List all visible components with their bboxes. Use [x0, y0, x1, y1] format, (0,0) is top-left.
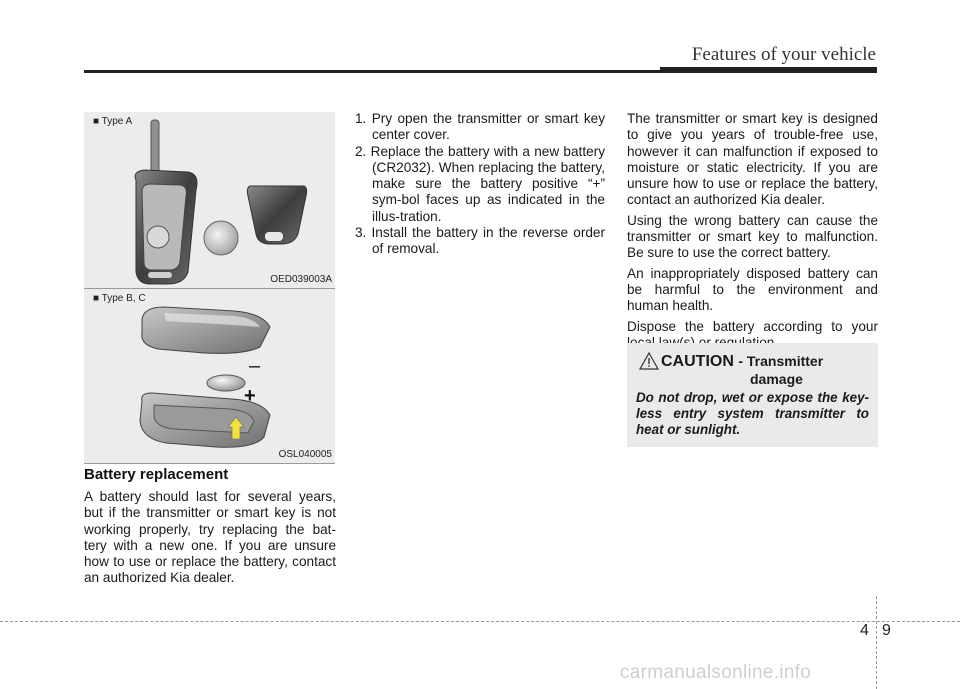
- steps-list: [355, 111, 605, 258]
- figure-type-bc: [84, 289, 335, 463]
- plus-sign: +: [244, 385, 256, 407]
- caution-subtitle: - Transmitter: [738, 353, 824, 369]
- footer-rule: [0, 621, 960, 622]
- minus-sign: –: [249, 355, 261, 377]
- step-item: 2. Replace the battery with a new battery (CR2032). When replacing the battery, make sure the battery positive “+” sym-bol faces up as indicated in the illus-tration.: [355, 143, 605, 224]
- figure-type-a-label: ■ Type A: [93, 116, 133, 127]
- watermark-text: carmanualsonline.info: [620, 662, 812, 683]
- smart-key-illustration: [84, 289, 335, 463]
- caution-title: [661, 353, 823, 371]
- step-item: 3. Install the battery in the reverse order of removal.: [355, 225, 605, 257]
- step-item: 1. Pry open the transmitter or smart key center cover.: [355, 111, 605, 143]
- figure-type-bc-label: ■ Type B, C: [93, 293, 146, 304]
- header-rule-accent: [660, 67, 877, 73]
- column-three: [627, 111, 878, 355]
- page-chapter-number: 4: [860, 622, 869, 639]
- paragraph: An inappropriately disposed battery can be harmful to the environment and human health.: [627, 265, 878, 314]
- footer-vertical-rule: [876, 596, 877, 689]
- warning-triangle-icon: [639, 352, 659, 370]
- page-header-title: Features of your vehicle: [691, 44, 876, 65]
- caution-text: Do not drop, wet or expose the key-less entry system transmitter to heat or sunlight.: [636, 390, 869, 437]
- figure-type-bc-code: OSL040005: [278, 449, 332, 460]
- caution-word: CAUTION: [661, 353, 734, 370]
- paragraph: Dispose the battery according to your: [627, 318, 878, 334]
- section-heading: Battery replacement: [84, 466, 229, 483]
- figure-type-a-code: OED039003A: [270, 274, 332, 285]
- paragraph: Using the wrong battery can cause the transmitter or smart key to malfunction. Be sure to use the correct battery.: [627, 212, 878, 261]
- key-type-a-illustration: [84, 112, 335, 288]
- paragraph: The transmitter or smart key is designed to give you years of trouble-free use, however it can malfunction if exposed to moisture or static electricity. If you are unsure how to use or replace the battery, contact an authorized Kia dealer.: [627, 111, 878, 208]
- page-number: 9: [882, 622, 891, 639]
- caution-subtitle-line2: damage: [750, 371, 803, 387]
- figure-type-a: [84, 112, 335, 288]
- caution-box: [627, 343, 878, 447]
- figure-bottom-rule: [84, 463, 335, 464]
- section-intro-text: A battery should last for several years, but if the transmitter or smart key is not working properly, try replacing the bat-tery with a new one. If you are unsure how to use or replace the battery, contact an authorized Kia dealer.: [84, 489, 336, 586]
